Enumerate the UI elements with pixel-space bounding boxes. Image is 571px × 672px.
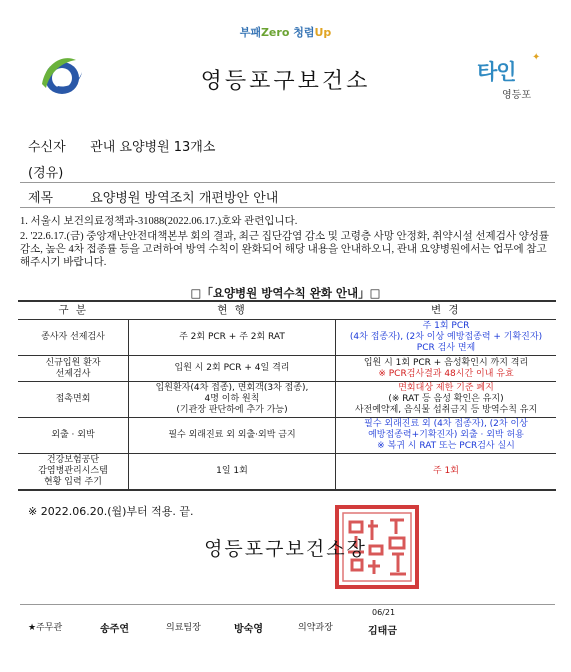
- change-line: 입원 시 1회 PCR + 음성확인시 까지 격리: [363, 357, 529, 368]
- body-paragraph-1: 1. 서울시 보건의료정책과-31088(2022.06.17.)호와 관련입니다.: [20, 216, 298, 227]
- logo-subtext: 영등포: [502, 90, 531, 101]
- subject-line: [28, 187, 278, 206]
- sparkle-icon: ✦: [532, 52, 541, 63]
- row-category: 외출 · 외박: [18, 418, 129, 454]
- current-line: 입원환자(4차 접종), 면회객(3차 접종),: [155, 383, 309, 393]
- org-header-title: 영등포구보건소: [200, 69, 371, 94]
- category-line: 현황 입력 주기: [44, 477, 102, 487]
- category-line: 건강보험공단: [46, 455, 100, 465]
- row-current: 입원 시 2회 PCR + 4일 격리: [129, 356, 336, 382]
- recipient-line: [28, 136, 215, 155]
- signer-title: 영등포구보건소장: [204, 538, 367, 560]
- row-change: [336, 418, 557, 454]
- row-change: 주 1회: [336, 454, 557, 491]
- approval-role: 의약과장: [298, 623, 333, 633]
- effective-date-note: ※ 2022.06.20.(월)부터 적용. 끝.: [28, 505, 194, 518]
- divider: [20, 182, 555, 183]
- divider: [20, 207, 555, 208]
- current-line: 4명 이하 원칙: [204, 394, 260, 404]
- slogan-part: Zero: [260, 26, 290, 39]
- row-change: [336, 320, 557, 356]
- table-row: [18, 382, 556, 418]
- row-category: 접촉면회: [18, 382, 129, 418]
- change-line: 예방접종력+기확진자) 외출 · 외박 허용: [368, 430, 524, 440]
- change-line: ※ PCR검사결과 48시간 이내 유효: [378, 368, 514, 379]
- slogan: [0, 24, 571, 40]
- taein-logo: [477, 54, 545, 100]
- row-category: 종사자 선제검사: [18, 320, 129, 356]
- subject-label: 제목: [28, 191, 54, 206]
- approval-name: 송주연: [100, 624, 129, 635]
- row-current: [129, 382, 336, 418]
- row-current: 1일 1회: [129, 454, 336, 491]
- recipient-label: 수신자: [28, 140, 66, 155]
- table-row: [18, 454, 556, 491]
- category-line: 신규입원 환자: [45, 357, 101, 368]
- subject-value: 요양병원 방역조치 개편방안 안내: [90, 191, 279, 206]
- slogan-part: 청렴: [293, 26, 315, 39]
- approval-role: ★주무관: [28, 623, 63, 633]
- table-row: [18, 418, 556, 454]
- change-line: PCR 검사 면제: [416, 343, 476, 353]
- header-change: 변 경: [336, 301, 557, 320]
- change-line: ※ 복귀 시 RAT 또는 PCR검사 실시: [377, 441, 515, 451]
- row-change: [336, 356, 557, 382]
- row-current: 필수 외래진료 외 외출·외박 금지: [129, 418, 336, 454]
- row-category: [18, 454, 129, 491]
- approval-name: 방숙영: [234, 624, 263, 635]
- change-line: 사전예약제, 음식물 섭취금지 등 방역수칙 유지: [354, 405, 538, 415]
- body-paragraph-2: 2. '22.6.17.(금) 중앙재난안전대책본부 회의 결과, 최근 집단감염 감소 및 고령층 사망 안정화, 취약시설 선제검사 양성률 감소, 높은 4차 접종률 등을 고려하여 방역 수칙이 완화되어 해당 내용을 안내하오니, 관내 요양병원에서는 업무에 참고해주시기 바랍니다.: [20, 231, 550, 268]
- row-current: 주 2회 PCR + 주 2회 RAT: [129, 320, 336, 356]
- via-line: (경유): [28, 166, 64, 181]
- approval-date: 06/21: [372, 608, 396, 617]
- section-title: □「요양병원 방역수칙 완화 안내」□: [190, 286, 381, 300]
- change-line: (4차 접종자), (2차 이상 예방접종력 + 기확진자): [349, 332, 543, 342]
- row-change: [336, 382, 557, 418]
- table-row: [18, 356, 556, 382]
- change-line: 면회대상 제한 기준 폐지: [398, 383, 494, 393]
- approval-name: 김태금: [368, 626, 397, 637]
- current-line: (기관장 판단하에 추가 가능): [176, 405, 288, 415]
- change-line: 필수 외래진료 외 (4차 접종자), (2차 이상: [364, 419, 528, 429]
- change-line: 주 1회 PCR: [422, 321, 470, 331]
- table-row: [18, 320, 556, 356]
- header-category: 구 분: [18, 301, 129, 320]
- recipient-value: 관내 요양병원 13개소: [90, 140, 216, 155]
- header-current: 현 행: [129, 301, 336, 320]
- change-line: (※ RAT 등 음성 확인은 유지): [388, 394, 504, 404]
- table-header-row: [18, 301, 556, 320]
- category-line: 감염병관리시스템: [38, 466, 108, 476]
- slogan-part: 부패: [239, 26, 261, 39]
- measures-table: [18, 300, 556, 491]
- row-category: [18, 356, 129, 382]
- slogan-part: Up: [314, 26, 332, 39]
- divider: [20, 604, 555, 605]
- approval-role: 의료팀장: [166, 623, 201, 633]
- logo-text: 타인: [477, 60, 516, 84]
- category-line: 선제검사: [55, 368, 91, 379]
